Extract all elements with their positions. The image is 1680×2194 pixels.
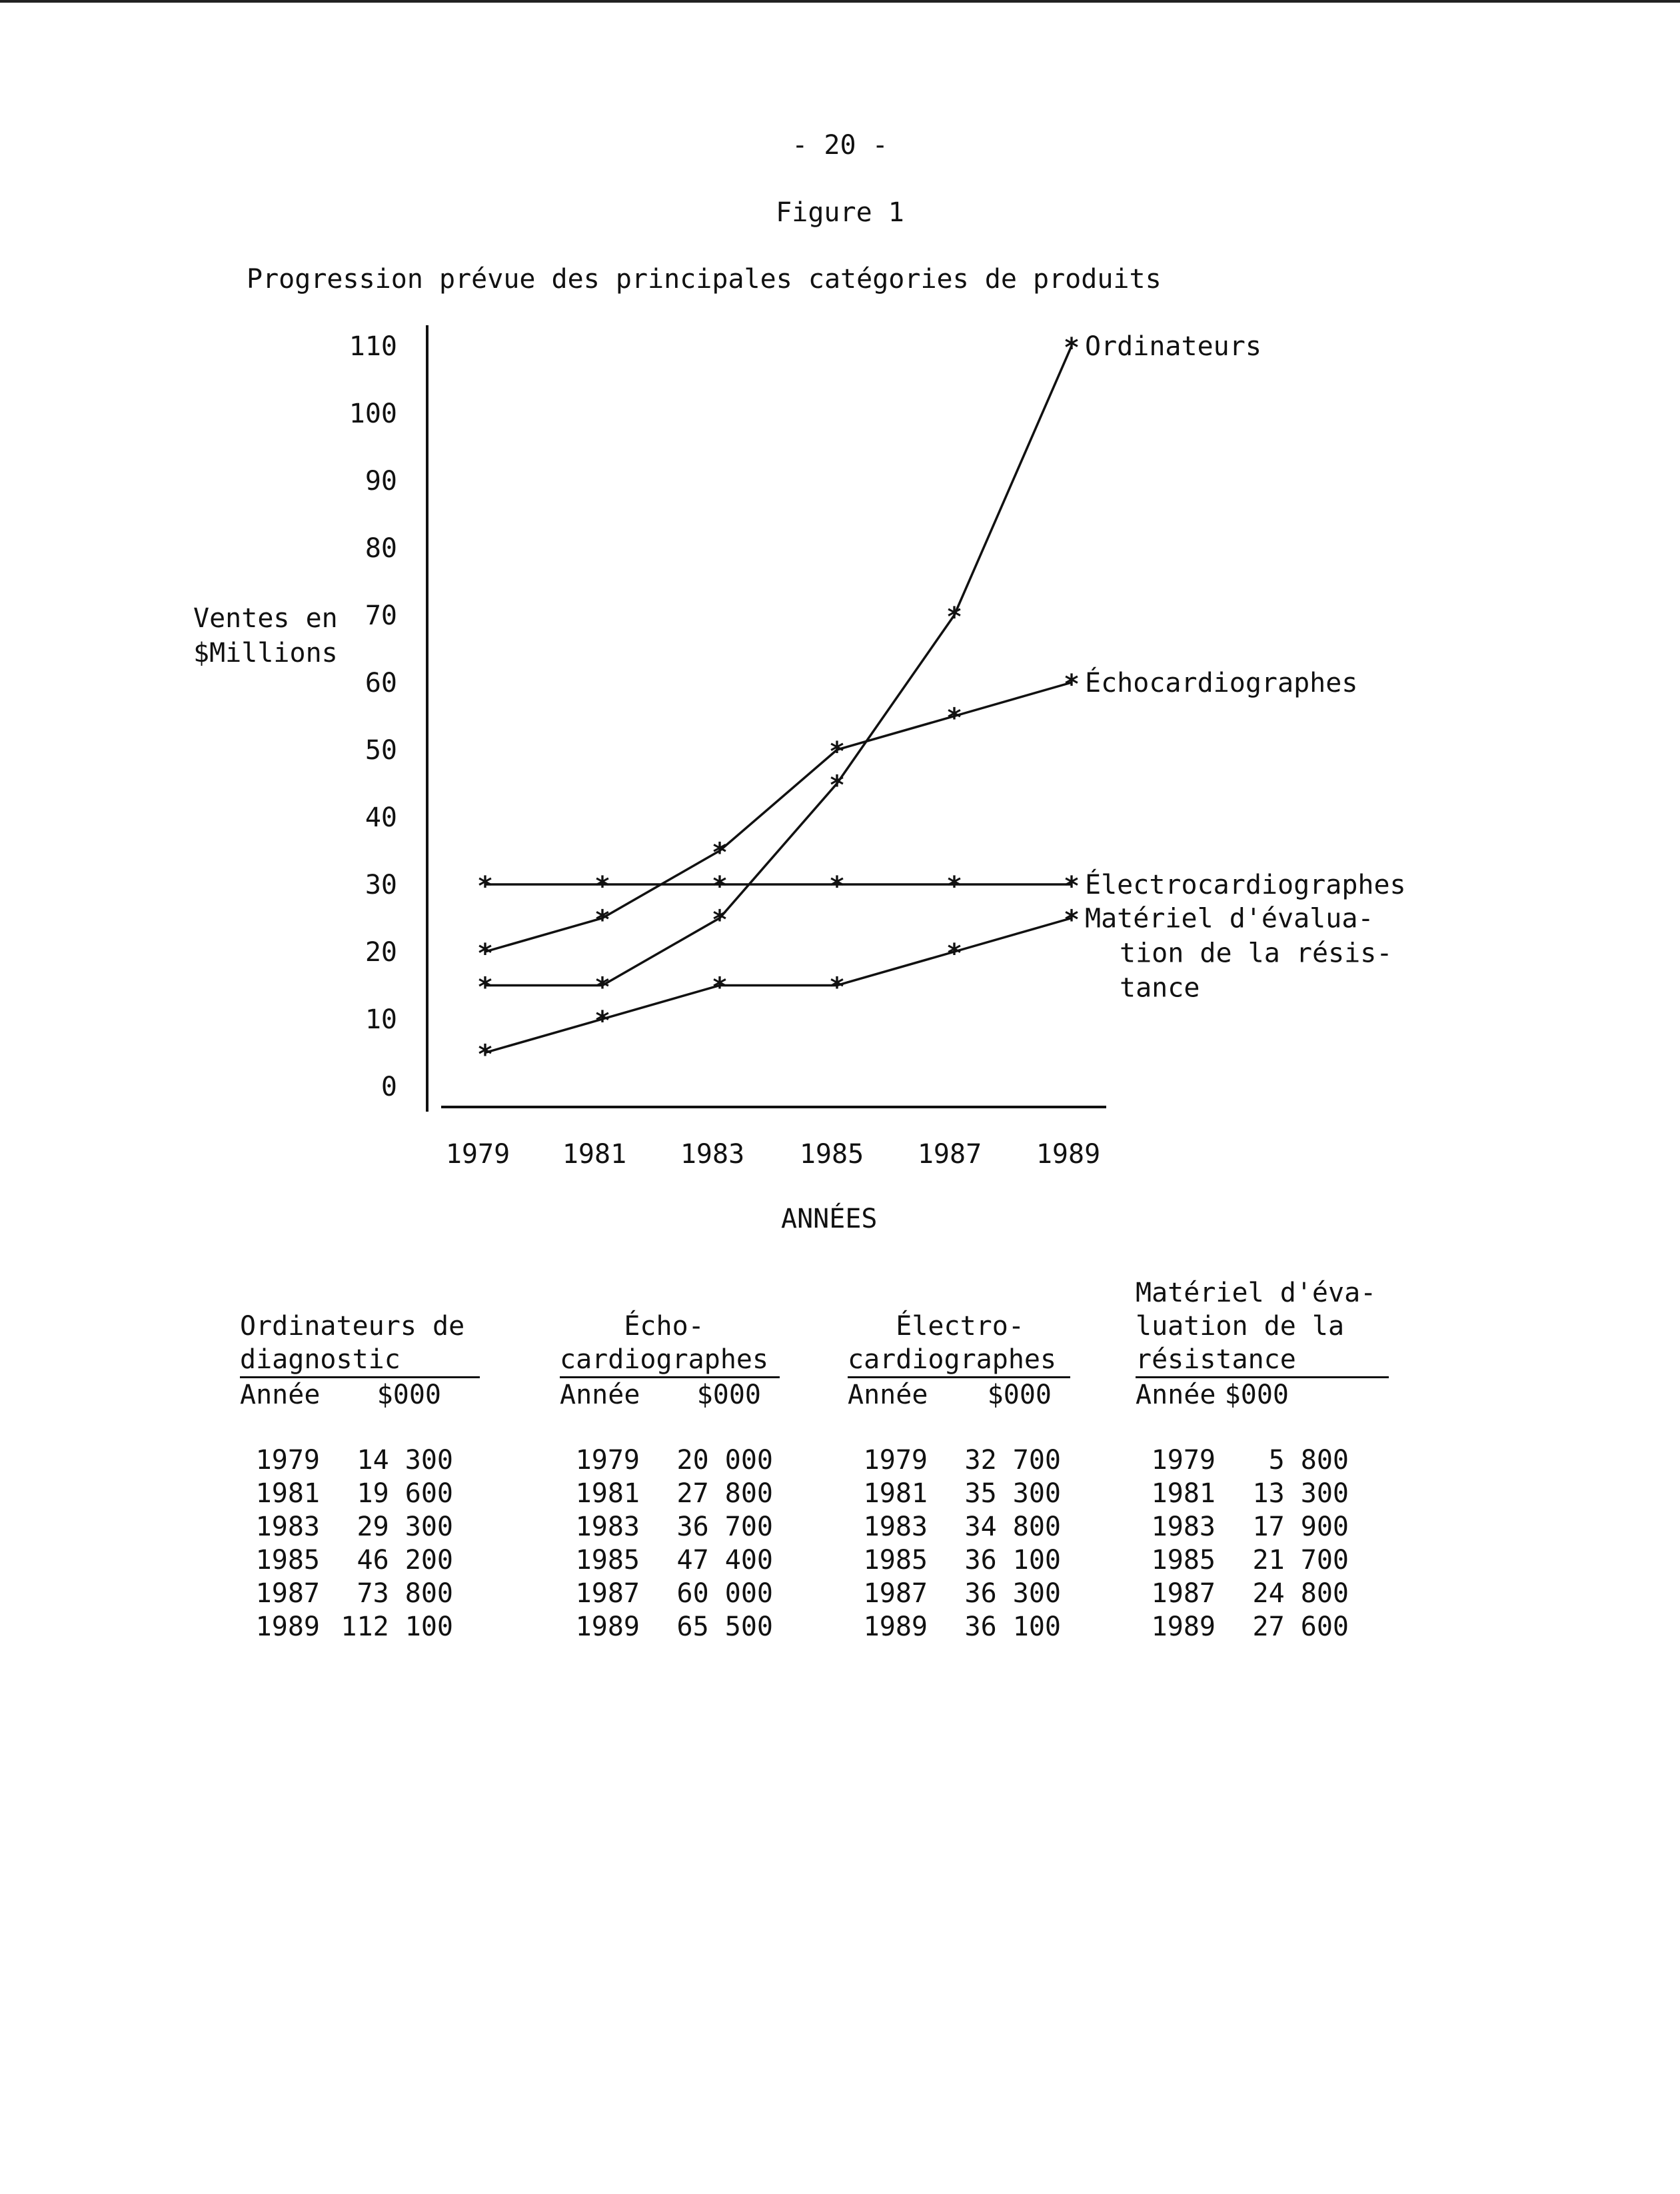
data-marker: * [828,972,846,1003]
y-tick-label: 70 [365,600,397,631]
x-tick-label: 1985 [799,1139,864,1170]
table-row [1136,1510,1389,1544]
table-row [560,1544,780,1577]
value-cell: 73 800 [357,1578,453,1609]
column-headers [848,1378,1070,1412]
table-title: Matériel d'éva- luation de la résistance [1136,1278,1377,1375]
data-marker: * [1063,871,1080,902]
year-cell: 1985 [863,1545,928,1576]
series-label: Échocardiographes [1085,668,1358,698]
year-cell: 1985 [575,1545,640,1576]
y-tick-label: 80 [365,533,397,564]
table-header [1136,1266,1389,1376]
y-tick-label: 60 [365,668,397,698]
year-cell: 1981 [863,1478,928,1509]
year-cell: 1985 [255,1545,320,1576]
value-cell: 27 600 [1252,1612,1349,1642]
value-cell: 60 000 [676,1578,773,1609]
year-cell: 1987 [575,1578,640,1609]
series-markers [477,333,1080,1070]
data-marker: * [711,904,728,936]
table-header [848,1266,1070,1376]
value-cell: 29 300 [357,1512,453,1542]
value-cell: 36 700 [676,1512,773,1542]
value-cell: 17 900 [1252,1512,1349,1542]
table-title: Ordinateurs de diagnostic [240,1311,465,1375]
col-year: Année [240,1380,321,1410]
table-row [240,1510,480,1544]
x-tick-label: 1979 [445,1139,510,1170]
y-tick-label: 10 [365,1004,397,1035]
table-title: Écho- cardiographes [560,1311,769,1375]
table-row [240,1610,480,1644]
table-row [848,1577,1070,1610]
data-marker: * [828,770,846,801]
data-marker: * [828,871,846,902]
table-header [240,1266,480,1376]
table-echocardiographes [560,1266,780,1644]
table-row [1136,1610,1389,1644]
value-cell: 19 600 [357,1478,453,1509]
value-cell: 47 400 [676,1545,773,1576]
series-label: Électrocardiographes [1085,870,1406,900]
series-line [485,682,1072,952]
data-marker: * [594,1006,611,1036]
x-tick-label: 1987 [917,1139,982,1170]
year-cell: 1989 [863,1612,928,1642]
page-number: - 20 - [792,130,888,161]
series-label: Ordinateurs [1085,331,1261,362]
value-cell: 32 700 [964,1445,1061,1476]
year-cell: 1979 [863,1445,928,1476]
year-cell: 1979 [255,1445,320,1476]
table-title: Électro- cardiographes [848,1311,1057,1375]
y-tick-label: 0 [381,1072,397,1102]
chart-title: Progression prévue des principales catégories de produits [247,264,1162,295]
data-marker: * [711,837,728,868]
data-marker: * [476,1039,494,1070]
data-marker: * [946,938,963,969]
table-row [240,1477,480,1510]
data-marker: * [1063,904,1080,936]
col-value: $000 [1224,1380,1289,1410]
data-marker: * [1063,669,1080,700]
table-rows [1136,1444,1389,1644]
x-tick-labels [446,1139,1100,1170]
y-tick-label: 30 [365,870,397,900]
table-rows [848,1444,1070,1644]
year-cell: 1979 [1151,1445,1216,1476]
table-row [848,1510,1070,1544]
col-value: $000 [377,1380,441,1410]
year-cell: 1987 [863,1578,928,1609]
year-cell: 1987 [255,1578,320,1609]
col-value: $000 [696,1380,761,1410]
table-ordinateurs [240,1266,480,1644]
data-marker: * [828,736,846,767]
table-row [560,1477,780,1510]
data-marker: * [711,972,728,1003]
value-cell: 24 800 [1252,1578,1349,1609]
table-row [848,1444,1070,1477]
value-cell: 27 800 [676,1478,773,1509]
table-row [1136,1444,1389,1477]
value-cell: 5 800 [1268,1445,1349,1476]
value-cell: 36 100 [964,1612,1061,1642]
table-row [560,1577,780,1610]
col-year: Année [848,1380,928,1410]
year-cell: 1981 [1151,1478,1216,1509]
y-tick-label: 20 [365,937,397,968]
data-marker: * [594,871,611,902]
col-year: Année [1136,1380,1216,1410]
value-cell: 35 300 [964,1478,1061,1509]
table-row [560,1610,780,1644]
value-cell: 13 300 [1252,1478,1349,1509]
year-cell: 1989 [575,1612,640,1642]
column-headers [560,1378,780,1412]
table-row [848,1477,1070,1510]
y-tick-label: 110 [349,331,397,362]
year-cell: 1985 [1151,1545,1216,1576]
year-cell: 1983 [863,1512,928,1542]
year-cell: 1983 [255,1512,320,1542]
data-marker: * [711,871,728,902]
y-tick-label: 50 [365,735,397,766]
value-cell: 46 200 [357,1545,453,1576]
x-tick-label: 1983 [680,1139,745,1170]
year-cell: 1987 [1151,1578,1216,1609]
data-marker: * [594,972,611,1003]
table-row [1136,1544,1389,1577]
value-cell: 36 100 [964,1545,1061,1576]
table-row [560,1444,780,1477]
value-cell: 112 100 [341,1612,453,1642]
col-year: Année [560,1380,640,1410]
data-marker: * [946,871,963,902]
year-cell: 1989 [255,1612,320,1642]
x-tick-label: 1989 [1036,1139,1101,1170]
y-tick-label: 100 [349,399,397,429]
value-cell: 34 800 [964,1512,1061,1542]
table-row [560,1510,780,1544]
table-row [848,1610,1070,1644]
figure-label: Figure 1 [776,197,904,228]
year-cell: 1981 [575,1478,640,1509]
year-cell: 1979 [575,1445,640,1476]
data-marker: * [1063,333,1080,363]
table-row [848,1544,1070,1577]
table-materiel-evaluation [1136,1266,1389,1644]
column-headers [240,1378,480,1412]
value-cell: 36 300 [964,1578,1061,1609]
series-line [485,346,1072,986]
y-tick-label: 40 [365,802,397,833]
table-electrocardiographes [848,1266,1070,1644]
chart-axes [427,325,1106,1112]
data-marker: * [476,972,494,1003]
y-axis-label: Ventes en $Millions [193,603,338,668]
year-cell: 1983 [1151,1512,1216,1542]
table-header [560,1266,780,1376]
table-row [1136,1477,1389,1510]
year-cell: 1981 [255,1478,320,1509]
x-axis-label: ANNÉES [781,1204,878,1234]
table-rows [240,1444,480,1644]
value-cell: 21 700 [1252,1545,1349,1576]
table-rows [560,1444,780,1644]
data-marker: * [594,904,611,936]
value-cell: 20 000 [676,1445,773,1476]
series-lines [485,346,1072,1053]
table-row [240,1544,480,1577]
y-tick-labels [349,331,397,1102]
data-marker: * [946,702,963,734]
series-labels [1085,331,1406,1004]
y-tick-label: 90 [365,466,397,497]
col-value: $000 [987,1380,1052,1410]
data-marker: * [476,938,494,969]
data-marker: * [946,602,963,632]
column-headers [1136,1378,1389,1412]
x-tick-label: 1981 [562,1139,627,1170]
year-cell: 1983 [575,1512,640,1542]
value-cell: 14 300 [357,1445,453,1476]
data-marker: * [476,871,494,902]
table-row [1136,1577,1389,1610]
value-cell: 65 500 [676,1612,773,1642]
year-cell: 1989 [1151,1612,1216,1642]
table-row [240,1577,480,1610]
series-label: Matériel d'évalua-tion de la résis-tance [1085,903,1393,1004]
table-row [240,1444,480,1477]
